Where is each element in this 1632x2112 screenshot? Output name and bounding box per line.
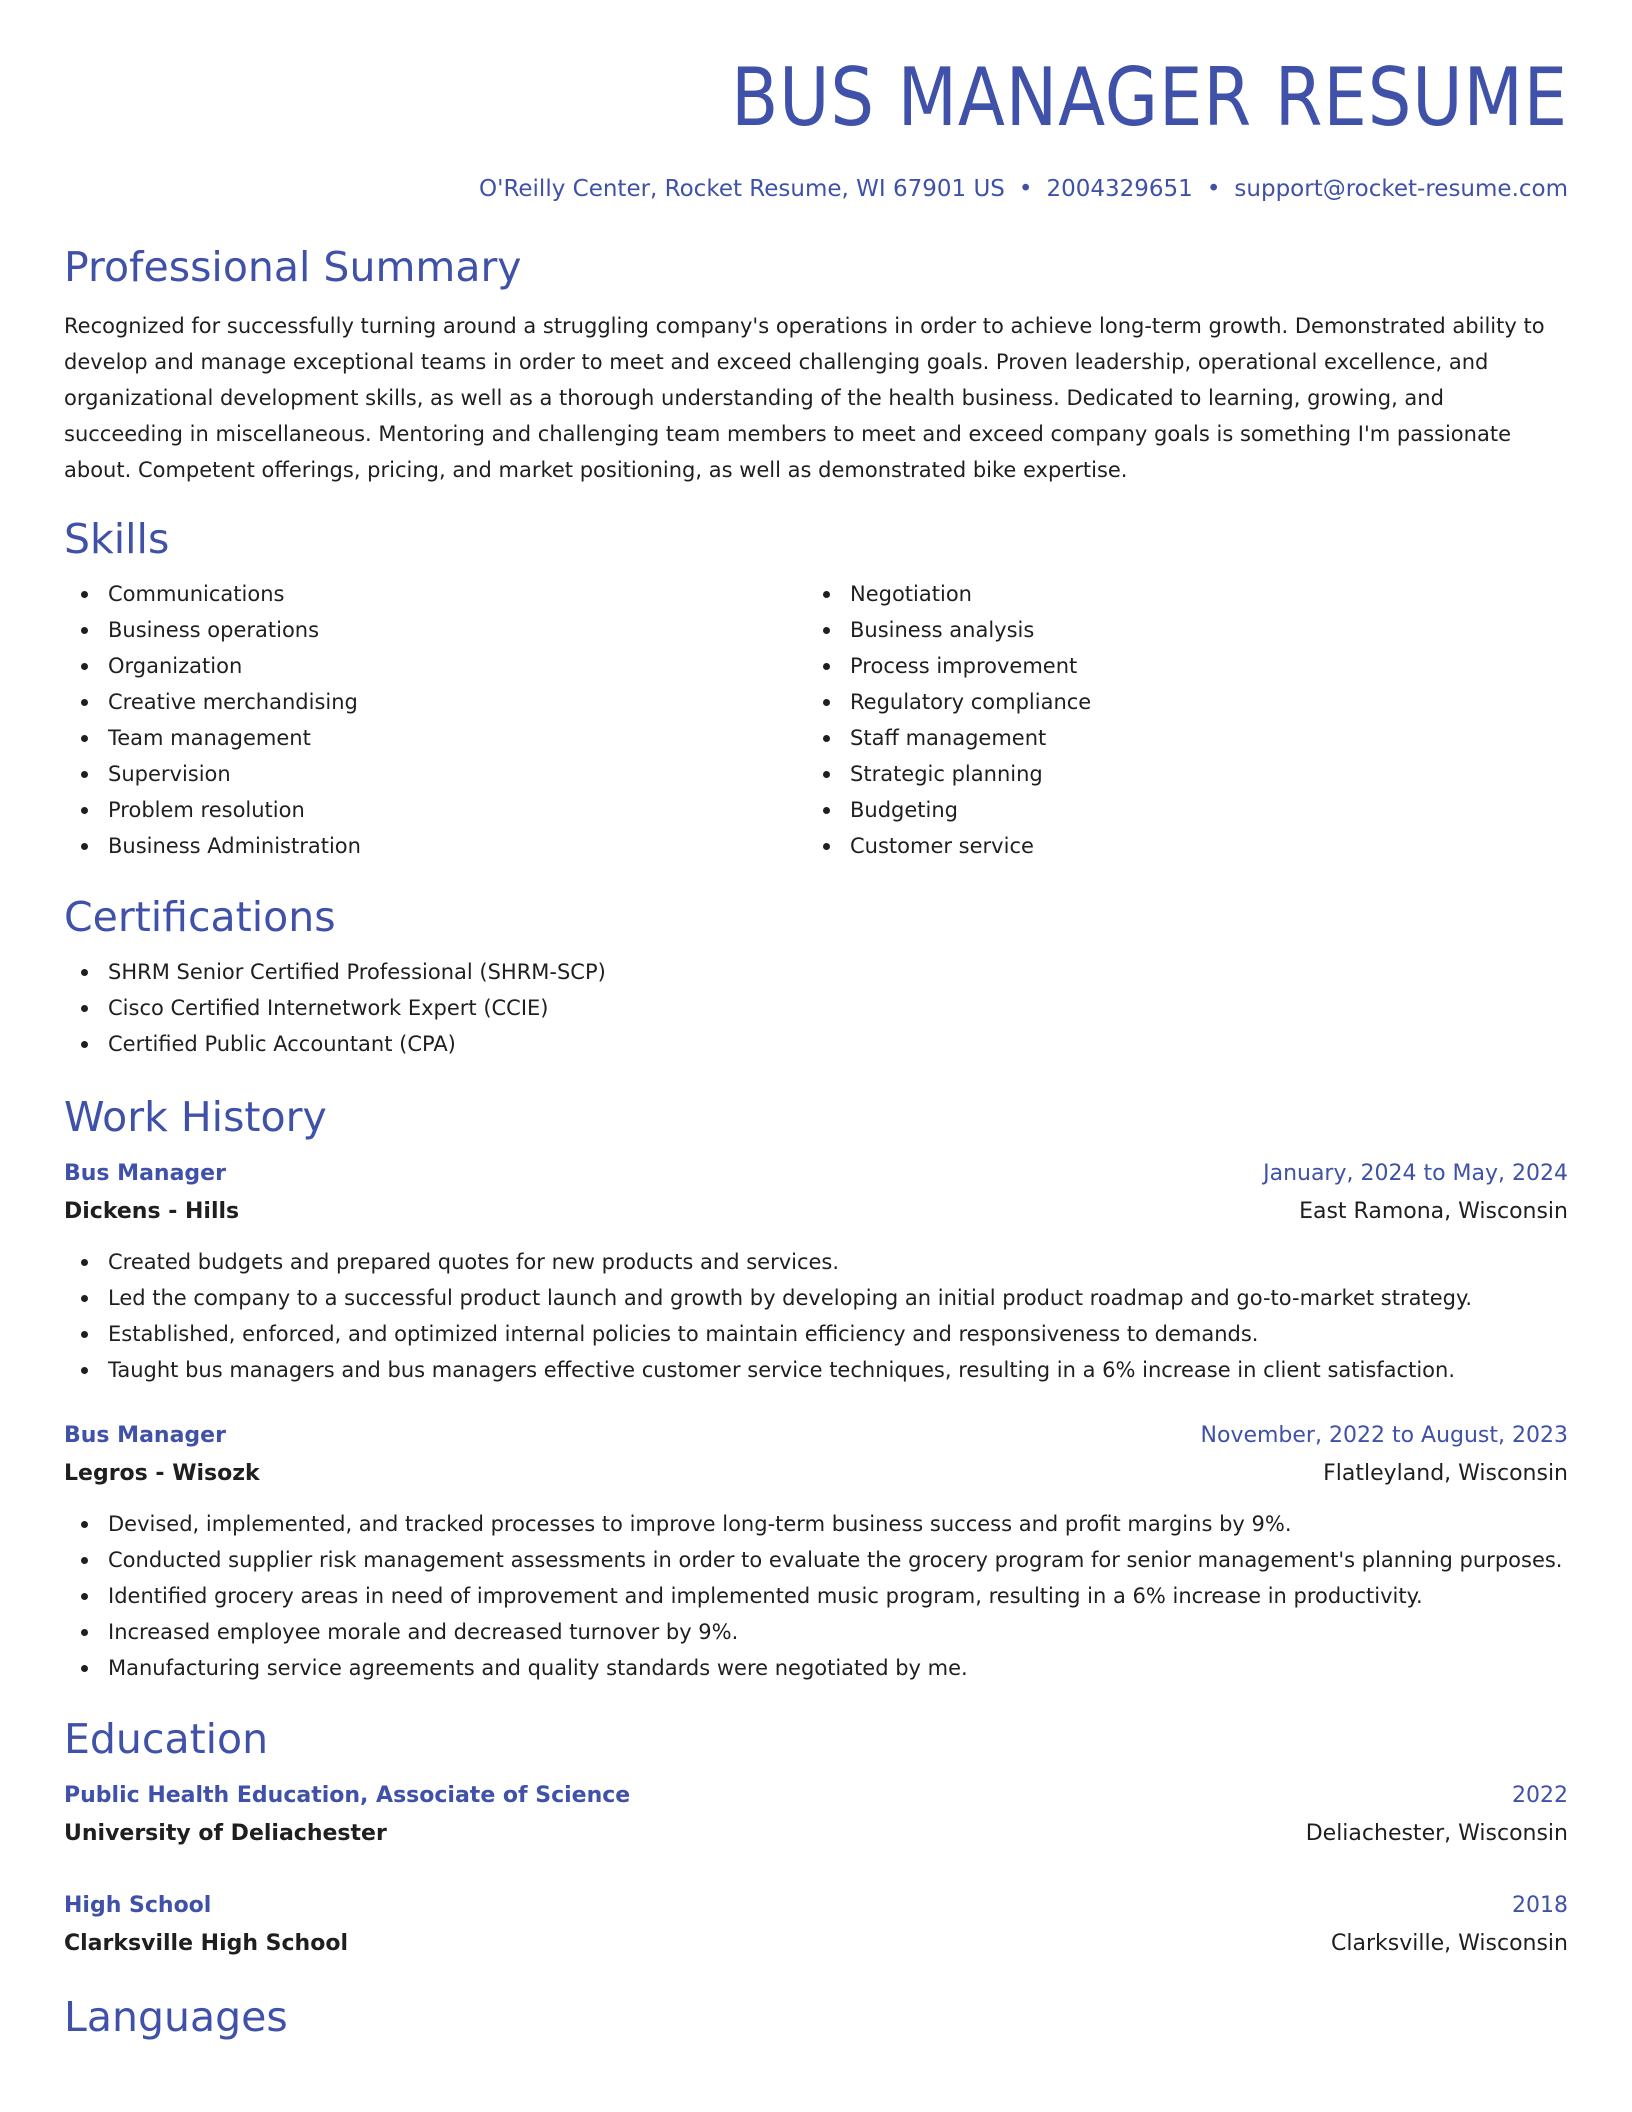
job-entry [64, 1418, 1568, 1686]
job-company: Legros - Wisozk [64, 1461, 260, 1486]
education-degree: High School [64, 1893, 212, 1918]
job-dates: January, 2024 to May, 2024 [1263, 1161, 1568, 1186]
education-year: 2018 [1512, 1893, 1568, 1918]
job-location: Flatleyland, Wisconsin [1323, 1461, 1568, 1486]
job-duty: Led the company to a successful product launch and growth by developing an initial product roadmap and go-to-market strategy. [64, 1280, 1568, 1316]
job-duty: Devised, implemented, and tracked processes to improve long-term business success and profit margins by 9%. [64, 1506, 1568, 1542]
education-heading: Education [64, 1715, 269, 1763]
job-header-row [64, 1418, 1568, 1454]
contact-separator: • [1206, 176, 1221, 202]
job-company: Dickens - Hills [64, 1199, 240, 1224]
job-duty: Established, enforced, and optimized internal policies to maintain efficiency and responsiveness to demands. [64, 1316, 1568, 1352]
skill-item: Supervision [64, 756, 806, 792]
education-school-row [64, 1814, 1568, 1854]
job-title: Bus Manager [64, 1423, 226, 1448]
work-history-heading: Work History [64, 1093, 327, 1141]
contact-separator: • [1018, 176, 1033, 202]
certification-item: Certified Public Accountant (CPA) [64, 1026, 1568, 1062]
skill-item: Business analysis [806, 612, 1548, 648]
job-title: Bus Manager [64, 1161, 226, 1186]
skill-item: Regulatory compliance [806, 684, 1548, 720]
job-duty: Increased employee morale and decreased turnover by 9%. [64, 1614, 1568, 1650]
skills-heading: Skills [64, 515, 170, 563]
job-dates: November, 2022 to August, 2023 [1200, 1423, 1568, 1448]
resume-name: BUS MANAGER RESUME [731, 51, 1568, 144]
job-duty: Identified grocery areas in need of improvement and implemented music program, resulting in a 6% increase in productivity. [64, 1578, 1568, 1614]
skill-item: Problem resolution [64, 792, 806, 828]
skill-item: Communications [64, 576, 806, 612]
skill-item: Business operations [64, 612, 806, 648]
contact-phone: 2004329651 [1046, 176, 1193, 202]
skill-item: Creative merchandising [64, 684, 806, 720]
contact-line [64, 174, 1568, 204]
summary-text: Recognized for successfully turning around a struggling company's operations in order to achieve long-term growth. Demonstrated ability to develop and manage exceptional teams in order to meet and exceed challenging goals. Proven leadership, operational excellence, and organizational development skills, as well as a thorough understanding of the health business. Dedicated to learning, growing, and succeeding in miscellaneous. Mentoring and challenging team members to meet and exceed company goals is something I'm passionate about. Competent offerings, pricing, and market positioning, as well as demonstrated bike expertise. [64, 314, 1545, 482]
certifications-list [64, 954, 1568, 1062]
education-degree: Public Health Education, Associate of Science [64, 1783, 631, 1808]
job-company-row [64, 1454, 1568, 1494]
job-location: East Ramona, Wisconsin [1299, 1199, 1568, 1224]
skills-list [64, 576, 1568, 864]
education-header-row [64, 1888, 1568, 1924]
skill-item: Team management [64, 720, 806, 756]
skill-item: Strategic planning [806, 756, 1548, 792]
languages-heading: Languages [64, 1993, 288, 2041]
resume-header [64, 48, 1568, 204]
skill-item: Process improvement [806, 648, 1548, 684]
education-school: University of Deliachester [64, 1821, 387, 1846]
certification-item: SHRM Senior Certified Professional (SHRM-SCP) [64, 954, 1568, 990]
job-duty: Manufacturing service agreements and quality standards were negotiated by me. [64, 1650, 1568, 1686]
resume-page [64, 48, 1568, 2042]
job-header-row [64, 1156, 1568, 1192]
skills-column-left [64, 576, 806, 864]
contact-address: O'Reilly Center, Rocket Resume, WI 67901 US [479, 176, 1005, 202]
skill-item: Organization [64, 648, 806, 684]
skills-column-right [806, 576, 1548, 864]
education-school: Clarksville High School [64, 1931, 348, 1956]
education-entry [64, 1778, 1568, 1854]
job-entry [64, 1156, 1568, 1388]
certifications-heading: Certifications [64, 893, 336, 941]
skill-item: Customer service [806, 828, 1548, 864]
education-location: Clarksville, Wisconsin [1331, 1931, 1568, 1956]
contact-email: support@rocket-resume.com [1234, 176, 1568, 202]
job-company-row [64, 1192, 1568, 1232]
summary-heading: Professional Summary [64, 243, 522, 291]
job-duty: Created budgets and prepared quotes for new products and services. [64, 1244, 1568, 1280]
job-duty: Taught bus managers and bus managers effective customer service techniques, resulting in a 6% increase in client satisfaction. [64, 1352, 1568, 1388]
education-year: 2022 [1512, 1783, 1568, 1808]
job-duties [64, 1506, 1568, 1686]
education-entry [64, 1888, 1568, 1964]
skill-item: Negotiation [806, 576, 1548, 612]
education-header-row [64, 1778, 1568, 1814]
education-location: Deliachester, Wisconsin [1305, 1821, 1568, 1846]
skill-item: Business Administration [64, 828, 806, 864]
job-duties [64, 1244, 1568, 1388]
skill-item: Staff management [806, 720, 1548, 756]
job-duty: Conducted supplier risk management assessments in order to evaluate the grocery program for senior management's planning purposes. [64, 1542, 1568, 1578]
certification-item: Cisco Certified Internetwork Expert (CCIE) [64, 990, 1568, 1026]
skill-item: Budgeting [806, 792, 1548, 828]
education-school-row [64, 1924, 1568, 1964]
